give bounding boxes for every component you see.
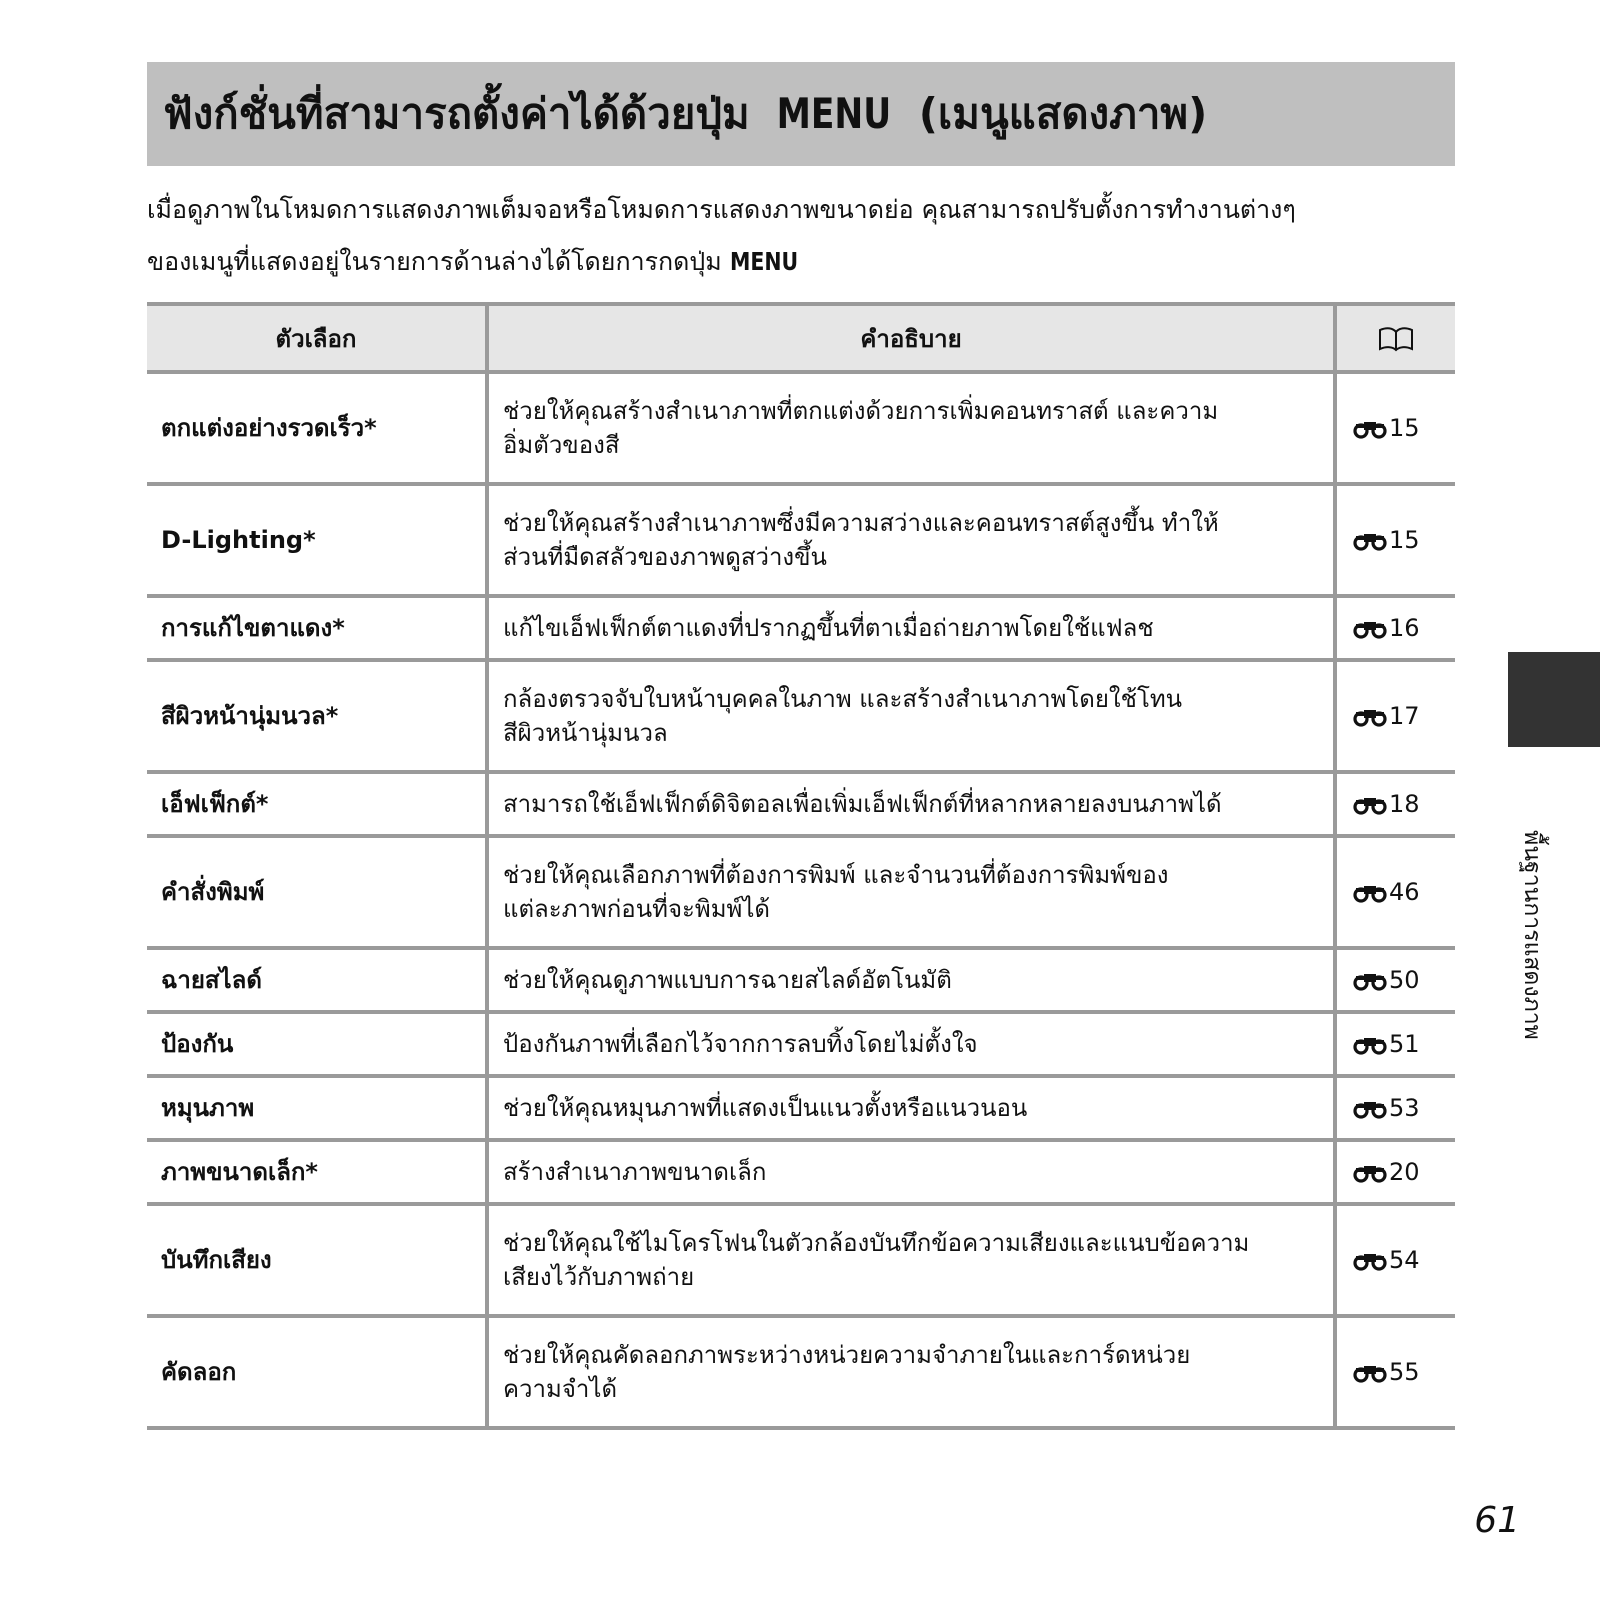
description-line-1: ช่วยให้คุณใช้ไมโครโฟนในตัวกล้องบันทึกข้อความเสียงและแนบข้อความ <box>503 1229 1250 1257</box>
description-line-1: ช่วยให้คุณสร้างสำเนาภาพซึ่งมีความสว่างและคอนทราสต์สูงขึ้น ทำให้ <box>503 509 1219 537</box>
option-name: หมุนภาพ <box>147 1076 487 1140</box>
option-name: คัดลอก <box>147 1316 487 1428</box>
reference-page-number: 46 <box>1389 878 1420 906</box>
table-row <box>147 772 1455 836</box>
table-row <box>147 1140 1455 1204</box>
binocular-reference-icon <box>1353 795 1387 815</box>
intro-line-2-text: ของเมนูที่แสดงอยู่ในรายการด้านล่างได้โดยการกดปุ่ม <box>147 247 730 276</box>
reference-page-number: 16 <box>1389 614 1420 642</box>
option-name: D-Lighting* <box>147 484 487 596</box>
option-name: บันทึกเสียง <box>147 1204 487 1316</box>
binocular-reference-icon <box>1353 707 1387 727</box>
reference-page-number: 55 <box>1389 1358 1420 1386</box>
description-line-2: เสียงไว้กับภาพถ่าย <box>503 1263 695 1291</box>
side-label-text: พื้นฐานการแสดงภาพ <box>1519 830 1545 1040</box>
page-number: 61 <box>1474 1500 1520 1541</box>
intro-line-2 <box>147 236 1457 288</box>
intro-menu-word: MENU <box>729 247 798 276</box>
option-name: ฉายสไลด์ <box>147 948 487 1012</box>
side-tab <box>1508 652 1600 747</box>
page-reference[interactable] <box>1335 1012 1455 1076</box>
option-description <box>487 1204 1335 1316</box>
table-header-row <box>147 304 1455 372</box>
title-text-before: ฟังก์ชั่นที่สามารถตั้งค่าได้ด้วยปุ่ม <box>163 89 765 138</box>
header-reference <box>1335 304 1455 372</box>
option-description <box>487 772 1335 836</box>
description-line-1: กล้องตรวจจับใบหน้าบุคคลในภาพ และสร้างสำเนาภาพโดยใช้โทน <box>503 685 1183 713</box>
table-row <box>147 948 1455 1012</box>
description-line-1: ช่วยให้คุณเลือกภาพที่ต้องการพิมพ์ และจำนวนที่ต้องการพิมพ์ของ <box>503 861 1169 889</box>
option-description <box>487 660 1335 772</box>
page-reference[interactable] <box>1335 1140 1455 1204</box>
page-reference[interactable] <box>1335 1204 1455 1316</box>
option-name: การแก้ไขตาแดง* <box>147 596 487 660</box>
option-name: ป้องกัน <box>147 1012 487 1076</box>
reference-page-number: 17 <box>1389 702 1420 730</box>
binocular-reference-icon <box>1353 619 1387 639</box>
table-row <box>147 1204 1455 1316</box>
intro-line-1: เมื่อดูภาพในโหมดการแสดงภาพเต็มจอหรือโหมดการแสดงภาพขนาดย่อ คุณสามารถปรับตั้งการทำงานต่างๆ <box>147 195 1296 224</box>
binocular-reference-icon <box>1353 1035 1387 1055</box>
binocular-reference-icon <box>1353 883 1387 903</box>
option-description <box>487 1316 1335 1428</box>
options-table <box>147 302 1455 1430</box>
binocular-reference-icon <box>1353 1099 1387 1119</box>
option-name: คำสั่งพิมพ์ <box>147 836 487 948</box>
page-reference[interactable] <box>1335 660 1455 772</box>
description-line-2: ความจำได้ <box>503 1375 618 1403</box>
table-row <box>147 1076 1455 1140</box>
reference-page-number: 54 <box>1389 1246 1420 1274</box>
page-reference[interactable] <box>1335 596 1455 660</box>
option-name: สีผิวหน้านุ่มนวล* <box>147 660 487 772</box>
page-reference[interactable] <box>1335 372 1455 484</box>
description-line-1: ช่วยให้คุณสร้างสำเนาภาพที่ตกแต่งด้วยการเพิ่มคอนทราสต์ และความ <box>503 397 1219 425</box>
description-line-1: ช่วยให้คุณคัดลอกภาพระหว่างหน่วยความจำภายในและการ์ดหน่วย <box>503 1341 1191 1369</box>
table-row <box>147 1316 1455 1428</box>
table-row <box>147 484 1455 596</box>
intro-paragraph <box>147 184 1457 288</box>
reference-page-number: 51 <box>1389 1030 1420 1058</box>
page-reference[interactable] <box>1335 1316 1455 1428</box>
description-line-2: ส่วนที่มืดสลัวของภาพดูสว่างขึ้น <box>503 543 827 571</box>
reference-page-number: 15 <box>1389 414 1420 442</box>
option-description <box>487 948 1335 1012</box>
book-icon <box>1377 326 1415 352</box>
table-row <box>147 372 1455 484</box>
description-line-1: ช่วยให้คุณดูภาพแบบการฉายสไลด์อัตโนมัติ <box>503 966 952 994</box>
binocular-reference-icon <box>1353 1251 1387 1271</box>
option-name: ภาพขนาดเล็ก* <box>147 1140 487 1204</box>
title-text-after: (เมนูแสดงภาพ) <box>904 89 1208 138</box>
option-description <box>487 596 1335 660</box>
binocular-reference-icon <box>1353 971 1387 991</box>
binocular-reference-icon <box>1353 531 1387 551</box>
option-description <box>487 1140 1335 1204</box>
description-line-2: อิ่มตัวของสี <box>503 431 620 459</box>
option-name: เอ็ฟเฟ็กต์* <box>147 772 487 836</box>
title-bar <box>147 62 1455 166</box>
binocular-reference-icon <box>1353 1363 1387 1383</box>
table-row <box>147 596 1455 660</box>
option-description <box>487 1076 1335 1140</box>
reference-page-number: 53 <box>1389 1094 1420 1122</box>
table-row <box>147 836 1455 948</box>
reference-page-number: 15 <box>1389 526 1420 554</box>
description-line-1: ช่วยให้คุณหมุนภาพที่แสดงเป็นแนวตั้งหรือแนวนอน <box>503 1094 1028 1122</box>
description-line-1: สามารถใช้เอ็ฟเฟ็กต์ดิจิตอลเพื่อเพิ่มเอ็ฟเฟ็กต์ที่หลากหลายลงบนภาพได้ <box>503 790 1222 818</box>
reference-page-number: 50 <box>1389 966 1420 994</box>
page-reference[interactable] <box>1335 948 1455 1012</box>
option-description <box>487 484 1335 596</box>
description-line-1: ป้องกันภาพที่เลือกไว้จากการลบทิ้งโดยไม่ตั้งใจ <box>503 1030 978 1058</box>
page-reference[interactable] <box>1335 772 1455 836</box>
title-menu-word: MENU <box>776 89 892 138</box>
option-name: ตกแต่งอย่างรวดเร็ว* <box>147 372 487 484</box>
description-line-1: แก้ไขเอ็ฟเฟ็กต์ตาแดงที่ปรากฏขึ้นที่ตาเมื่อถ่ายภาพโดยใช้แฟลช <box>503 614 1154 642</box>
table-body <box>147 372 1455 1428</box>
page-reference[interactable] <box>1335 1076 1455 1140</box>
header-option: ตัวเลือก <box>147 304 487 372</box>
description-line-2: สีผิวหน้านุ่มนวล <box>503 719 668 747</box>
description-line-1: สร้างสำเนาภาพขนาดเล็ก <box>503 1158 767 1186</box>
description-line-2: แต่ละภาพก่อนที่จะพิมพ์ได้ <box>503 895 771 923</box>
binocular-reference-icon <box>1353 1163 1387 1183</box>
header-description: คำอธิบาย <box>487 304 1335 372</box>
option-description <box>487 372 1335 484</box>
reference-page-number: 20 <box>1389 1158 1420 1186</box>
table-row <box>147 660 1455 772</box>
option-description <box>487 1012 1335 1076</box>
option-description <box>487 836 1335 948</box>
page-reference[interactable] <box>1335 484 1455 596</box>
reference-page-number: 18 <box>1389 790 1420 818</box>
table-row <box>147 1012 1455 1076</box>
page-reference[interactable] <box>1335 836 1455 948</box>
page-title <box>163 81 1207 147</box>
binocular-reference-icon <box>1353 419 1387 439</box>
